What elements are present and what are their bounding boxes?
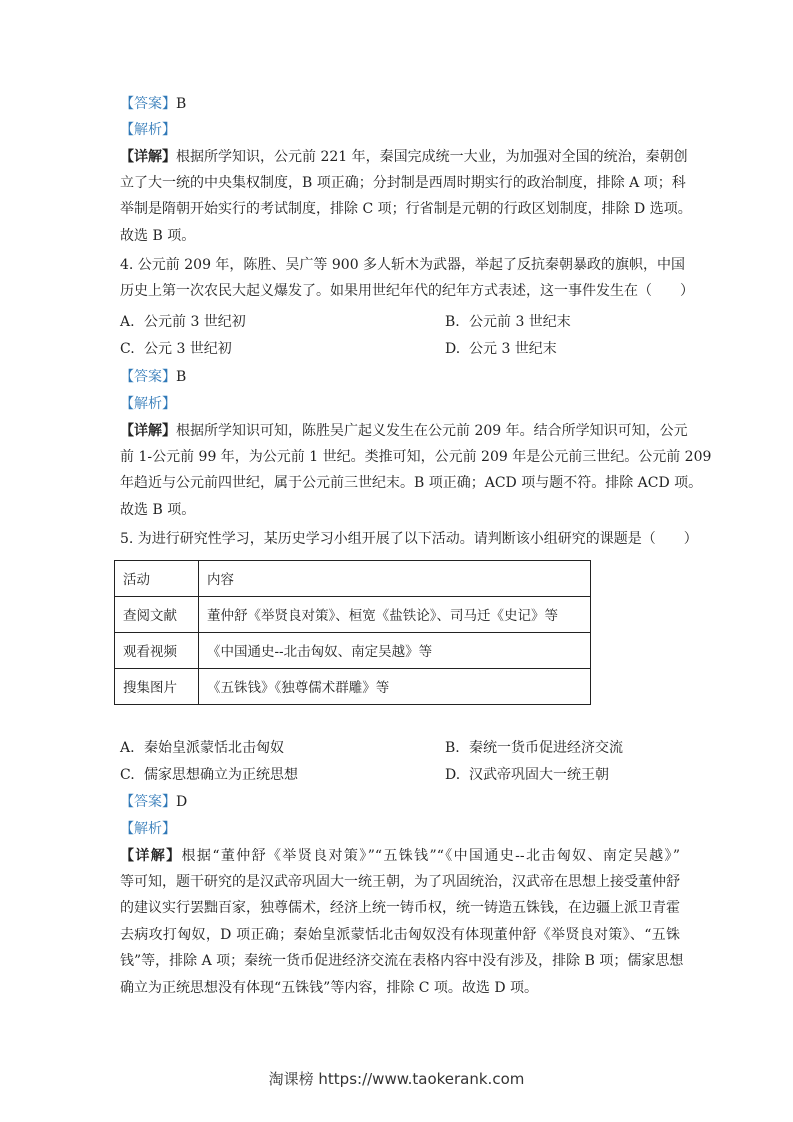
option-text: 公元前 3 世纪初: [144, 314, 246, 330]
analysis-label-text: 【解析】: [120, 821, 176, 837]
detail-line: 年趋近与公元前四世纪，属于公元前三世纪末。B 项正确；ACD 项与题不符。排除 ACD 项。: [120, 475, 703, 491]
option-d: [445, 336, 557, 362]
detail-line: 故选 B 项。: [120, 228, 196, 244]
option-text: 公元前 3 世纪末: [469, 314, 571, 330]
table-cell: 董仲舒《举贤良对策》、桓宽《盐铁论》、司马迁《史记》等: [199, 597, 591, 633]
analysis-label: [120, 816, 680, 842]
analysis-label: [120, 117, 680, 143]
option-b: [445, 309, 571, 335]
detail-text: 根据所学知识可知，陈胜吴广起义发生在公元前 209 年。结合所学知识可知，公元: [176, 423, 688, 439]
table-cell: 活动: [115, 561, 199, 597]
detail-text: 根据“董仲舒《举贤良对策》”“五铢钱”“《中国通史--北击匈奴、南定吴越》”: [181, 848, 681, 864]
table-cell: 观看视频: [115, 633, 199, 669]
option-a: [120, 735, 284, 761]
detail-label: 【详解】: [120, 848, 182, 864]
option-text: 儒家思想确立为正统思想: [144, 767, 298, 783]
table-cell: 内容: [199, 561, 591, 597]
analysis-label-text: 【解析】: [120, 396, 176, 412]
option-text: 公元 3 世纪初: [144, 341, 232, 357]
answer-line: [120, 789, 680, 815]
footer-watermark: 淘课榜 https://www.taokerank.com: [268, 1070, 525, 1088]
detail-line: 前 1-公元前 99 年，为公元前 1 世纪。类推可知，公元前 209 年是公元前三世纪。公元前 209: [120, 449, 712, 465]
table-header-row: [115, 561, 591, 597]
table-cell: 搜集图片: [115, 669, 199, 705]
table-cell: 《中国通史--北击匈奴、南定吴越》等: [199, 633, 591, 669]
activity-table: [114, 560, 591, 705]
answer-line: [120, 364, 680, 390]
option-b: [445, 735, 623, 761]
detail-line: 的建议实行罢黜百家，独尊儒术，经济上统一铸币权，统一铸造五铢钱，在边疆上派卫青霍: [120, 900, 680, 916]
answer-label: 【答案】: [120, 369, 176, 385]
detail-line: 确立为正统思想没有体现“五铢钱”等内容，排除 C 项。故选 D 项。: [120, 980, 539, 996]
question-stem: 5. 为进行研究性学习，某历史学习小组开展了以下活动。请判断该小组研究的课题是（ ）: [120, 531, 698, 547]
option-key: C.: [120, 341, 135, 357]
option-key: D.: [445, 767, 461, 783]
detail-line: 立了大一统的中央集权制度，B 项正确；分封制是西周时期实行的政治制度，排除 A 项；科: [120, 175, 686, 191]
question-stem: 4. 公元前 209 年，陈胜、吴广等 900 多人斩木为武器，举起了反抗秦朝暴政的旗帜，中国: [120, 257, 686, 273]
detail-line: 钱”等，排除 A 项；秦统一货币促进经济交流在表格内容中没有涉及，排除 B 项；儒家思想: [120, 953, 684, 969]
answer-value: B: [176, 369, 187, 385]
detail-line: 故选 B 项。: [120, 502, 196, 518]
detail-line: 举制是隋朝开始实行的考试制度，排除 C 项；行省制是元朝的行政区划制度，排除 D 选项。: [120, 201, 692, 217]
answer-value: B: [176, 96, 187, 112]
option-text: 秦统一货币促进经济交流: [469, 740, 623, 756]
option-key: A.: [120, 314, 135, 330]
option-c: [120, 336, 232, 362]
option-c: [120, 762, 298, 788]
table-row: [115, 669, 591, 705]
detail-line: [120, 418, 688, 444]
option-key: C.: [120, 767, 135, 783]
option-key: D.: [445, 341, 461, 357]
option-d: [445, 762, 609, 788]
answer-line: [120, 91, 680, 117]
detail-line: 等可知，题干研究的是汉武帝巩固大一统王朝，为了巩固统治，汉武帝在思想上接受董仲舒: [120, 874, 680, 890]
option-text: 汉武帝巩固大一统王朝: [469, 767, 609, 783]
detail-line: [120, 144, 688, 170]
table-cell: 查阅文献: [115, 597, 199, 633]
option-a: [120, 309, 246, 335]
option-key: B.: [445, 740, 460, 756]
option-text: 秦始皇派蒙恬北击匈奴: [144, 740, 284, 756]
detail-label: 【详解】: [120, 423, 176, 439]
analysis-label: [120, 391, 680, 417]
question-stem: 历史上第一次农民大起义爆发了。如果用世纪年代的纪年方式表述，这一事件发生在（ ）: [120, 283, 694, 299]
option-key: A.: [120, 740, 135, 756]
detail-text: 根据所学知识，公元前 221 年，秦国完成统一大业，为加强对全国的统治，秦朝创: [176, 149, 688, 165]
answer-value: D: [176, 794, 188, 810]
table-cell: 《五铢钱》《独尊儒术群雕》等: [199, 669, 591, 705]
table-row: [115, 597, 591, 633]
detail-line: 去病攻打匈奴，D 项正确；秦始皇派蒙恬北击匈奴没有体现董仲舒《举贤良对策》、“五铢: [120, 927, 680, 943]
answer-label: 【答案】: [120, 794, 176, 810]
detail-label: 【详解】: [120, 149, 176, 165]
detail-line: [120, 843, 680, 869]
option-key: B.: [445, 314, 460, 330]
analysis-label-text: 【解析】: [120, 122, 176, 138]
option-text: 公元 3 世纪末: [469, 341, 557, 357]
answer-label: 【答案】: [120, 96, 176, 112]
table-row: [115, 633, 591, 669]
